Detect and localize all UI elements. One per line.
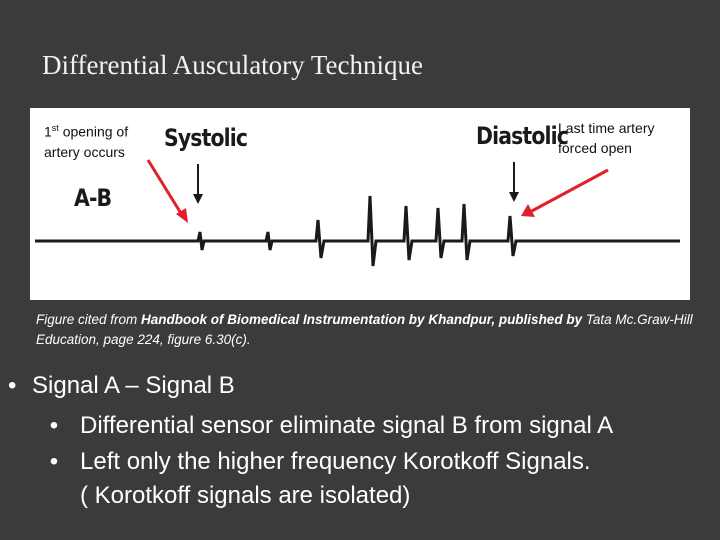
sub-bullet-text: Differential sensor eliminate signal B from signal A — [80, 412, 614, 439]
figure-panel — [30, 108, 690, 300]
sub-bullet-korotkoff — [28, 448, 591, 476]
left-red-arrow — [148, 160, 188, 223]
sub-bullet-text: Left only the higher frequency Korotkoff Signals. — [80, 448, 591, 475]
caption-prefix: Figure cited from — [36, 312, 142, 327]
ab-label: A-B — [74, 184, 112, 212]
diastolic-marker-arrow — [509, 162, 519, 202]
bullet-mark: • — [8, 372, 17, 399]
figure-caption — [36, 310, 696, 350]
systolic-label: Systolic — [164, 124, 248, 152]
systolic-marker-arrow — [193, 164, 203, 204]
right-red-arrow — [521, 170, 608, 217]
bullet-text: Signal A – Signal B — [32, 372, 235, 399]
sub-bullet-continuation: ( Korotkoff signals are isolated) — [80, 482, 411, 509]
bullet-signal-difference — [8, 372, 235, 400]
sub-bullet-mark: • — [49, 412, 59, 439]
callout-left-prefix: 1 — [44, 123, 52, 140]
diastolic-label: Diastolic — [476, 122, 569, 150]
slide-title: Differential Ausculatory Technique — [42, 50, 423, 80]
callout-first-opening — [44, 118, 154, 162]
signal-trace — [35, 196, 680, 266]
caption-suffix: Tata Mc.Graw-Hill Education, page 224, figure 6.30(c). — [36, 312, 693, 347]
callout-left-rest: opening of artery occurs — [44, 123, 129, 160]
sub-bullet-differential-sensor — [28, 412, 613, 440]
callout-last-time: Last time artery forced open — [558, 120, 655, 156]
callout-left-sup: st — [51, 123, 59, 133]
sub-bullet-mark: • — [49, 448, 59, 475]
caption-source: Handbook of Biomedical Instrumentation by Khandpur, published by — [141, 312, 583, 327]
